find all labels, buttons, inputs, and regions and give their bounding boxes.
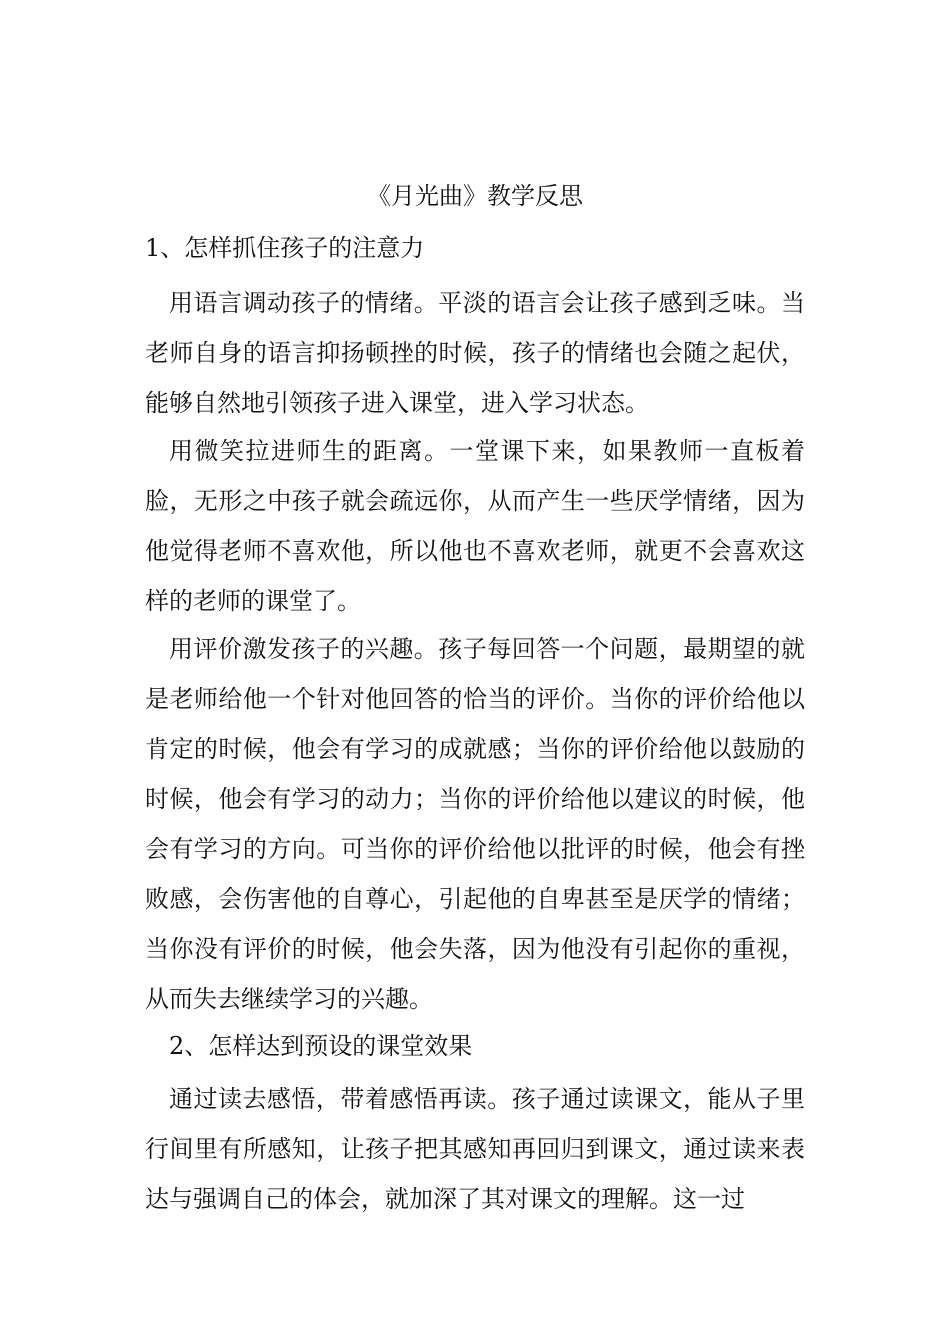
document-title: 《月光曲》教学反思 xyxy=(367,182,583,210)
paragraph-reading: 通过读去感悟，带着感悟再读。孩子通过读课文，能从子里行间里有所感知，让孩子把其感知再回归到课文，通过读来表达与强调自己的体会，就加深了其对课文的理解。这一过 xyxy=(145,1085,805,1213)
paragraph-evaluation: 用评价激发孩子的兴趣。孩子每回答一个问题，最期望的就是老师给他一个针对他回答的恰当的评价。当你的评价给他以肯定的时候，他会有学习的成就感；当你的评价给他以鼓励的时候，他会有学习的动力；当你的评价给他以建议的时候，他会有学习的方向。可当你的评价给他以批评的时候，他会有挫败感，会伤害他的自尊心，引起他的自卑甚至是厌学的情绪；当你没有评价的时候，他会失落，因为他没有引起你的重视，从而失去继续学习的兴趣。 xyxy=(145,635,805,1013)
section-heading-2: 2、怎样达到预设的课堂效果 xyxy=(169,1032,473,1060)
paragraph-language: 用语言调动孩子的情绪。平淡的语言会让孩子感到乏味。当老师自身的语言抑扬顿挫的时候，孩子的情绪也会随之起伏，能够自然地引领孩子进入课堂，进入学习状态。 xyxy=(145,289,805,417)
paragraph-smile: 用微笑拉进师生的距离。一堂课下来，如果教师一直板着脸，无形之中孩子就会疏远你，从而产生一些厌学情绪，因为他觉得老师不喜欢他，所以他也不喜欢老师，就更不会喜欢这样的老师的课堂了。 xyxy=(145,437,805,615)
section-heading-1: 1、怎样抓住孩子的注意力 xyxy=(145,234,425,262)
